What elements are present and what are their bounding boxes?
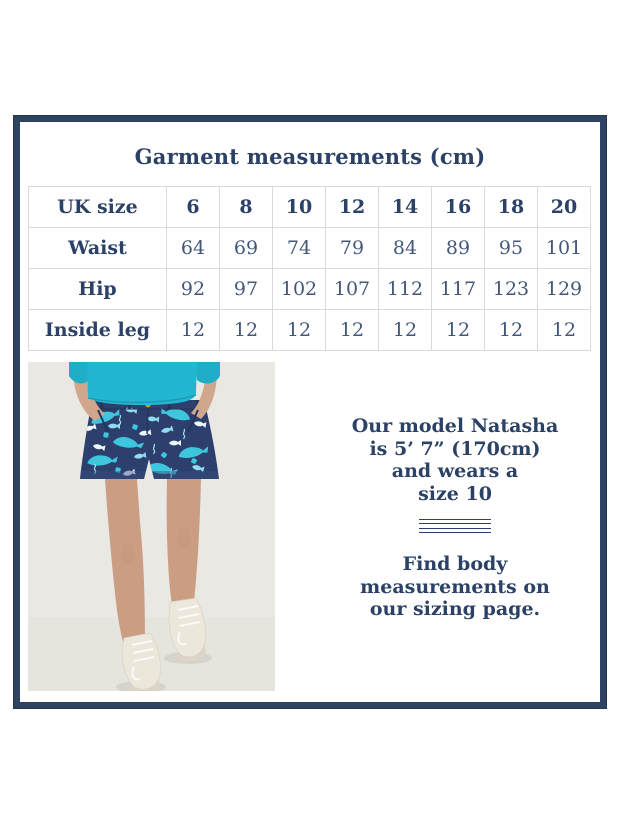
- column-header: 12: [326, 187, 379, 228]
- table-cell: 92: [167, 269, 220, 310]
- sizing-note-text: [330, 553, 580, 621]
- table-cell: 107: [326, 269, 379, 310]
- table-cell: 12: [485, 310, 538, 351]
- table-row-uk-size: [29, 187, 591, 228]
- column-header: 16: [432, 187, 485, 228]
- row-label-uk-size: UK size: [29, 187, 167, 228]
- table-cell: 89: [432, 228, 485, 269]
- table-row-waist: [29, 228, 591, 269]
- table-cell: 12: [379, 310, 432, 351]
- table-cell: 74: [273, 228, 326, 269]
- table-cell: 84: [379, 228, 432, 269]
- model-info-line: Our model Natasha: [351, 415, 559, 437]
- column-header: 18: [485, 187, 538, 228]
- table-cell: 69: [220, 228, 273, 269]
- fly-seam: [147, 409, 148, 434]
- model-photo: [28, 362, 275, 691]
- table-cell: 102: [273, 269, 326, 310]
- table-row-inside-leg: [29, 310, 591, 351]
- table-cell: 79: [326, 228, 379, 269]
- column-header: 14: [379, 187, 432, 228]
- model-info-line: size 10: [418, 482, 492, 505]
- table-cell: 95: [485, 228, 538, 269]
- divider-line: [419, 519, 491, 524]
- row-label-inside-leg: Inside leg: [29, 310, 167, 351]
- table-cell: 117: [432, 269, 485, 310]
- table-row-hip: [29, 269, 591, 310]
- divider-line: [419, 528, 491, 533]
- table-cell: 12: [432, 310, 485, 351]
- table-cell: 97: [220, 269, 273, 310]
- frame-border: [14, 116, 606, 708]
- column-header: 8: [220, 187, 273, 228]
- row-label-hip: Hip: [29, 269, 167, 310]
- column-header: 6: [167, 187, 220, 228]
- row-label-waist: Waist: [29, 228, 167, 269]
- column-header: 20: [538, 187, 591, 228]
- table-cell: 123: [485, 269, 538, 310]
- page-title: Garment measurements (cm): [134, 144, 486, 169]
- double-rule-divider: [330, 519, 580, 537]
- sizing-note-line: our sizing page.: [369, 598, 541, 620]
- table-cell: 12: [273, 310, 326, 351]
- model-info-text: [330, 415, 580, 505]
- table-cell: 101: [538, 228, 591, 269]
- column-header: 10: [273, 187, 326, 228]
- measurements-table: [28, 186, 591, 351]
- model-info-line: and wears a: [391, 460, 519, 482]
- table-cell: 129: [538, 269, 591, 310]
- table-cell: 12: [220, 310, 273, 351]
- table-cell: 12: [538, 310, 591, 351]
- model-info-line: is 5’ 7” (170cm): [369, 437, 541, 460]
- table-cell: 64: [167, 228, 220, 269]
- table-cell: 12: [326, 310, 379, 351]
- sizing-note-line: Find body: [402, 553, 508, 575]
- sizing-note-line: measurements on: [360, 575, 550, 598]
- table-cell: 112: [379, 269, 432, 310]
- table-cell: 12: [167, 310, 220, 351]
